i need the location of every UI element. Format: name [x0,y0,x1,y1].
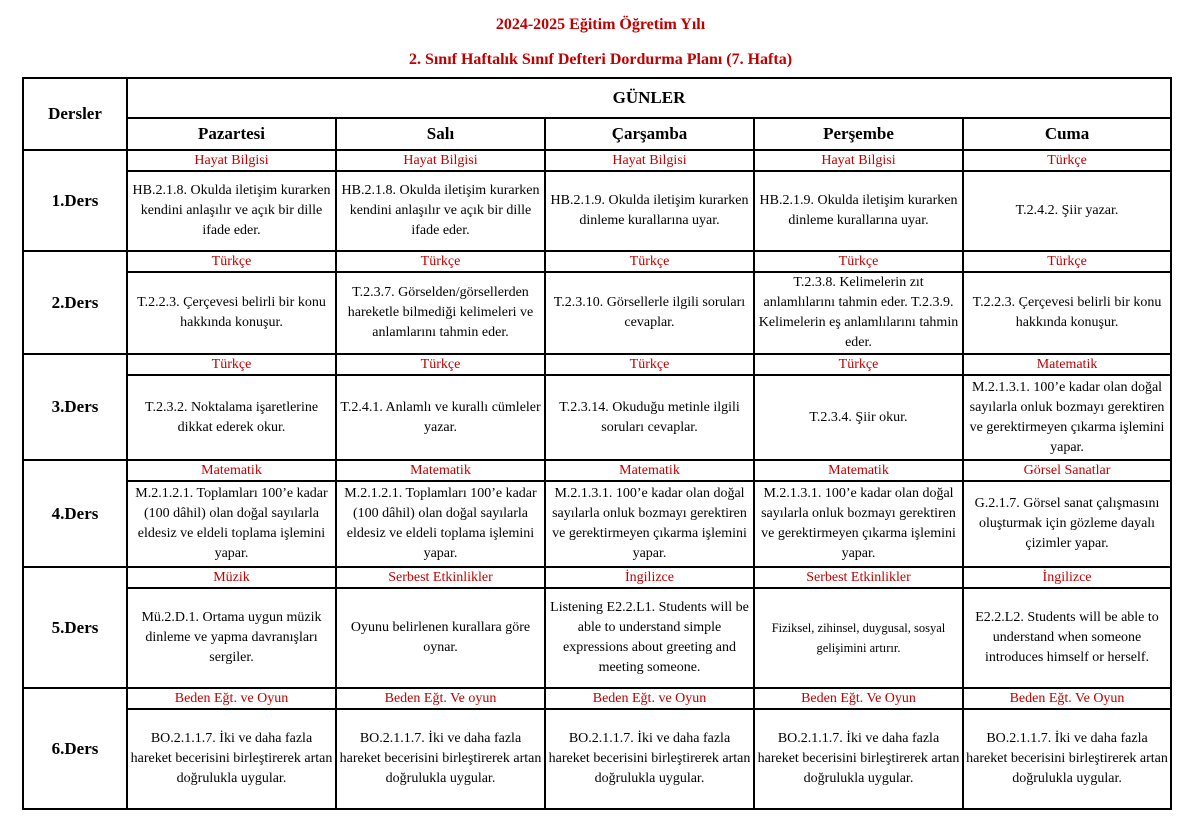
day-header: Çarşamba [545,118,754,150]
outcome-cell [127,481,336,567]
outcome-cell [963,375,1171,460]
subject-cell: Beden Eğt. ve Oyun [545,688,754,709]
subject-row [23,150,1171,171]
outcome-text: HB.2.1.9. Okulda iletişim kurarken dinleme kurallarına uyar. [759,193,958,228]
day-header: Perşembe [754,118,963,150]
subject-cell: Beden Eğt. Ve Oyun [754,688,963,709]
outcome-text: Mü.2.D.1. Ortama uygun müzik dinleme ve yapma davranışları sergiler. [141,610,322,665]
subject-cell: Müzik [127,567,336,588]
outcome-text: T.2.3.4. Şiir okur. [809,409,908,425]
subject-cell: Hayat Bilgisi [336,150,545,171]
lesson-label: 4.Ders [23,460,127,567]
subject-cell: Görsel Sanatlar [963,460,1171,481]
outcome-text: BO.2.1.1.7. İki ve daha fazla hareket becerisini birleştirerek artan doğrulukla uygular. [966,731,1168,786]
outcome-cell [336,588,545,688]
outcome-text: BO.2.1.1.7. İki ve daha fazla hareket becerisini birleştirerek artan doğrulukla uygular. [757,731,960,786]
outcome-text: HB.2.1.8. Okulda iletişim kurarken kendini anlaşılır ve açık bir dille ifade eder. [132,183,331,238]
outcome-text: T.2.2.3. Çerçevesi belirli bir konu hakkında konuşur. [137,295,326,330]
outcome-text: M.2.1.2.1. Toplamları 100’e kadar (100 dâhil) olan doğal sayılarla eldesiz ve eldeli toplama işlemini yapar. [135,486,328,561]
dersler-header: Dersler [23,78,127,150]
outcome-cell [127,709,336,809]
outcome-text: E2.2.L2. Students will be able to understand when someone introduces himself or herself. [975,610,1159,665]
outcome-cell [545,481,754,567]
outcome-text: T.2.3.8. Kelimelerin zıt anlamlılarını tahmin eder. T.2.3.9. Kelimelerin eş anlamlılarını tahmin eder. [758,275,959,350]
subject-cell: Türkçe [754,354,963,375]
lesson-label: 1.Ders [23,150,127,251]
subject-row [23,354,1171,375]
subject-cell: Matematik [127,460,336,481]
subject-cell: Serbest Etkinlikler [336,567,545,588]
outcome-cell [545,171,754,251]
outcome-cell [963,272,1171,354]
outcome-text: M.2.1.2.1. Toplamları 100’e kadar (100 dâhil) olan doğal sayılarla eldesiz ve eldeli toplama işlemini yapar. [344,486,537,561]
outcome-text: Oyunu belirlenen kurallara göre oynar. [350,620,531,655]
outcome-cell [127,588,336,688]
outcome-cell [754,481,963,567]
outcome-text: HB.2.1.9. Okulda iletişim kurarken dinleme kurallarına uyar. [550,193,749,228]
outcome-cell [336,171,545,251]
outcome-text: M.2.1.3.1. 100’e kadar olan doğal sayılarla onluk bozmayı gerektiren ve gerektirmeyen çıkarma işlemini yapar. [761,486,956,561]
lesson-label: 3.Ders [23,354,127,460]
page-subtitle: 2. Sınıf Haftalık Sınıf Defteri Dordurma Planı (7. Hafta) [408,51,793,68]
outcome-text: Listening E2.2.L1. Students will be able to understand simple expressions about greeting and meeting someone. [550,600,749,675]
outcome-text: T.2.3.14. Okuduğu metinle ilgili soruları cevaplar. [559,399,740,435]
outcome-cell [754,588,963,688]
subject-cell: Serbest Etkinlikler [754,567,963,588]
outcome-cell [545,588,754,688]
outcome-text: T.2.4.2. Şiir yazar. [1015,203,1119,218]
subject-cell: Türkçe [963,251,1171,272]
outcome-text: T.2.3.2. Noktalama işaretlerine dikkat ederek okur. [144,399,319,435]
outcome-text: T.2.4.1. Anlamlı ve kurallı cümleler yazar. [340,399,541,435]
outcome-text: M.2.1.3.1. 100’e kadar olan doğal sayılarla onluk bozmayı gerektiren ve gerektirmeyen çıkarma işlemini yapar. [552,486,747,561]
outcome-cell [336,272,545,354]
day-header: Salı [336,118,545,150]
outcome-cell [963,588,1171,688]
subject-cell: Beden Eğt. Ve Oyun [963,688,1171,709]
lesson-label: 5.Ders [23,567,127,688]
outcome-text: BO.2.1.1.7. İki ve daha fazla hareket becerisini birleştirerek artan doğrulukla uygular. [339,731,542,786]
subject-row [23,688,1171,709]
outcome-cell [545,375,754,460]
outcome-cell [963,709,1171,809]
subject-cell: Türkçe [336,251,545,272]
outcome-text: BO.2.1.1.7. İki ve daha fazla hareket becerisini birleştirerek artan doğrulukla uygular. [130,731,333,786]
outcome-row [23,588,1171,688]
outcome-cell [963,481,1171,567]
weekly-plan-table [22,77,1172,810]
outcome-row [23,375,1171,460]
outcome-row [23,481,1171,567]
subject-row [23,251,1171,272]
page-title: 2024-2025 Eğitim Öğretim Yılı [495,16,706,33]
outcome-cell [754,272,963,354]
subject-cell: Türkçe [545,354,754,375]
outcome-cell [127,171,336,251]
subject-cell: Matematik [754,460,963,481]
subject-row [23,460,1171,481]
outcome-text: T.2.2.3. Çerçevesi belirli bir konu hakkında konuşur. [972,295,1162,330]
subject-cell: Matematik [336,460,545,481]
outcome-row [23,272,1171,354]
subject-cell: Hayat Bilgisi [127,150,336,171]
subject-cell: İngilizce [963,567,1171,588]
subject-cell: Türkçe [754,251,963,272]
outcome-text: T.2.3.7. Görselden/görsellerden hareketle bilmediği kelimeleri ve anlamlarını tahmin eder. [347,285,534,340]
lesson-label: 6.Ders [23,688,127,809]
subject-cell: Hayat Bilgisi [545,150,754,171]
day-header: Cuma [963,118,1171,150]
subject-cell: Beden Eğt. ve Oyun [127,688,336,709]
outcome-text: BO.2.1.1.7. İki ve daha fazla hareket becerisini birleştirerek artan doğrulukla uygular. [548,731,751,786]
outcome-cell [754,709,963,809]
outcome-text: HB.2.1.8. Okulda iletişim kurarken kendini anlaşılır ve açık bir dille ifade eder. [341,183,540,238]
subject-cell: Türkçe [336,354,545,375]
subject-cell: Türkçe [127,354,336,375]
outcome-row [23,709,1171,809]
day-header: Pazartesi [127,118,336,150]
gunler-header: GÜNLER [127,78,1171,118]
subject-cell: Türkçe [127,251,336,272]
outcome-text: T.2.3.10. Görsellerle ilgili soruları cevaplar. [553,295,746,330]
subject-cell: Türkçe [545,251,754,272]
outcome-text: Fiziksel, zihinsel, duygusal, sosyal gelişimini artırır. [771,621,946,655]
outcome-cell [545,709,754,809]
subject-cell: Hayat Bilgisi [754,150,963,171]
outcome-cell [336,709,545,809]
subject-row [23,567,1171,588]
outcome-cell [127,375,336,460]
subject-cell: Beden Eğt. Ve oyun [336,688,545,709]
outcome-text: M.2.1.3.1. 100’e kadar olan doğal sayılarla onluk bozmayı gerektiren ve gerektirmeyen çıkarma işlemini yapar. [969,379,1165,455]
outcome-cell [545,272,754,354]
outcome-cell [336,481,545,567]
outcome-text: G.2.1.7. Görsel sanat çalışmasını oluşturmak için gözleme dayalı çizimler yapar. [974,496,1160,551]
subject-cell: Türkçe [963,150,1171,171]
outcome-cell [754,171,963,251]
subject-cell: Matematik [545,460,754,481]
outcome-cell [127,272,336,354]
outcome-row [23,171,1171,251]
subject-cell: Matematik [963,354,1171,375]
outcome-cell [754,375,963,460]
subject-cell: İngilizce [545,567,754,588]
outcome-cell [336,375,545,460]
outcome-cell [963,171,1171,251]
lesson-label: 2.Ders [23,251,127,354]
